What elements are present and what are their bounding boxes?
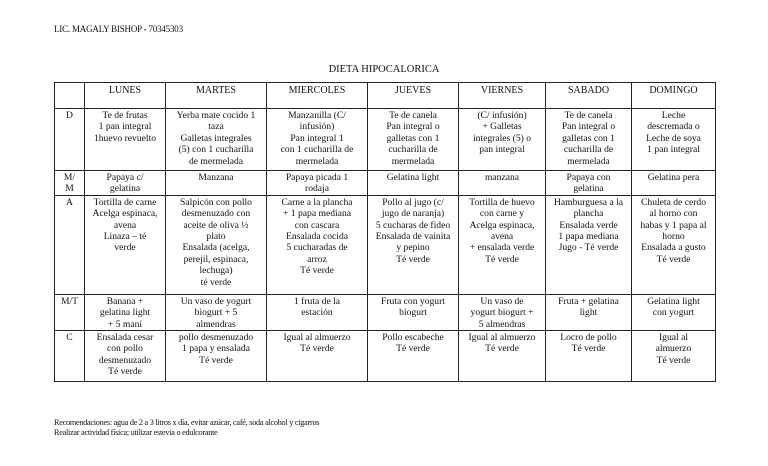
cell-text-line: biogurt + 5 — [194, 307, 238, 319]
table-row-media-tarde — [55, 294, 716, 330]
meal-label-text: M/ — [63, 172, 76, 183]
cell-text-line: + Galletas — [482, 121, 522, 133]
cell-text-line: almendras — [196, 318, 236, 330]
cell-text-line: Ensalada verde — [559, 219, 618, 231]
column-header-sabado: SABADO — [546, 83, 632, 109]
cell-text-line: verde — [114, 242, 136, 254]
cell-text-line: gelatina light — [99, 307, 151, 319]
cell-text-line: Acelga espinaca, — [469, 219, 535, 231]
table-row-almuerzo — [55, 195, 716, 294]
cell-text-line: al horno con — [649, 208, 698, 220]
column-header-meal — [55, 83, 85, 109]
document-title: DIETA HIPOCALORICA — [328, 64, 440, 75]
cell-text-line: Manzanilla (C/ — [288, 110, 346, 121]
table-cell-domingo — [632, 171, 716, 196]
table-header-row — [55, 83, 716, 109]
cell-text-line: con cascara — [294, 219, 340, 231]
table-cell-viernes — [459, 171, 546, 196]
cell-text-line: pan integral — [479, 144, 525, 156]
cell-text-line: mermelada — [567, 155, 610, 167]
cell-text-line: lechuga) — [199, 265, 233, 277]
column-header-lunes: LUNES — [85, 83, 166, 109]
cell-text-line: Manzana — [198, 172, 234, 183]
cell-text-line: Ensalada de vainita — [375, 231, 451, 243]
cell-text-line: Papaya picada 1 — [285, 172, 349, 183]
table-cell-viernes — [459, 109, 546, 171]
recommendations-line-1: Recomendaciones: agua de 2 a 3 litros x día, evitar azúcar, café, soda alcohol y cigarros — [54, 418, 320, 427]
meal-label-text: C — [66, 332, 73, 344]
table-cell-sabado — [546, 109, 632, 171]
cell-text-line: 5 almendras — [478, 318, 526, 330]
table-cell-miercoles — [267, 294, 368, 330]
cell-text-line: plancha — [573, 208, 604, 220]
cell-text-line: 1 papa mediana — [558, 231, 619, 243]
cell-text-line: (C/ infusión) — [477, 110, 527, 121]
cell-text-line: Jugo - Té verde — [558, 242, 619, 254]
cell-text-line: + ensalada verde — [469, 242, 535, 254]
cell-text-line: Ensalada (acelga, — [182, 242, 250, 254]
recommendations — [54, 418, 319, 438]
cell-text-line: gelatina — [109, 183, 141, 195]
cell-text-line: Fruta + gelatina — [558, 295, 619, 307]
cell-text-line: avena — [490, 231, 514, 243]
table-cell-viernes — [459, 195, 546, 294]
meal-label — [55, 195, 85, 294]
cell-text-line: Gelatina pera — [647, 172, 700, 183]
cell-text-line: galletas con 1 — [562, 132, 615, 144]
cell-text-line: aceite de oliva ½ — [183, 219, 249, 231]
cell-text-line: (5) con 1 cucharilla — [178, 144, 254, 156]
cell-text-line: Fruta con yogurt — [381, 295, 445, 307]
meal-label — [55, 331, 85, 382]
cell-text-line: 1 pan integral — [98, 121, 152, 133]
cell-text-line: desmenuzado con — [181, 208, 251, 220]
table-cell-miercoles — [267, 195, 368, 294]
cell-text-line: Té verde — [300, 343, 334, 355]
cell-text-line: pollo desmenuzado — [178, 332, 254, 344]
cell-text-line: Carne a la plancha — [281, 196, 353, 208]
cell-text-line: gelatina — [573, 183, 604, 195]
cell-text-line: habas y 1 papa al — [640, 219, 707, 231]
cell-text-line: Galletas integrales — [180, 132, 252, 144]
cell-text-line: Te de canela — [389, 110, 437, 121]
cell-text-line: Locro de pollo — [560, 332, 617, 344]
cell-text-line: Ensalada cesar — [96, 332, 154, 344]
cell-text-line: con 1 cucharilla de — [280, 144, 354, 156]
table-cell-domingo — [632, 195, 716, 294]
cell-text-line: Ensalada cocida — [285, 231, 349, 243]
cell-text-line: 1huevo revuelto — [93, 132, 157, 144]
cell-text-line: Un vaso de yogurt — [180, 295, 252, 307]
cell-text-line: descremada o — [647, 121, 700, 133]
cell-text-line: Igual al — [658, 332, 689, 344]
cell-text-line: Pan integral 1 — [290, 132, 344, 144]
table-cell-jueves — [368, 109, 459, 171]
table-cell-lunes — [85, 331, 166, 382]
column-header-viernes: VIERNES — [459, 83, 546, 109]
table-cell-jueves — [368, 171, 459, 196]
table-cell-lunes — [85, 109, 166, 171]
cell-text-line: almuerzo — [655, 343, 692, 355]
cell-text-line: manzana — [484, 172, 520, 183]
cell-text-line: Pollo al jugo (c/ — [382, 196, 444, 208]
cell-text-line: 1 papa y ensalada — [182, 343, 250, 355]
table-cell-martes — [166, 171, 267, 196]
column-header-jueves: JUEVES — [368, 83, 459, 109]
cell-text-line: Hamburguesa a la — [553, 196, 624, 208]
cell-text-line: con yogurt — [652, 307, 695, 319]
cell-text-line: Te de frutas — [102, 110, 148, 121]
cell-text-line: Té verde — [199, 354, 233, 366]
cell-text-line: Té verde — [108, 366, 142, 378]
table-cell-martes — [166, 109, 267, 171]
cell-text-line: con pollo — [107, 343, 143, 355]
cell-text-line: Té verde — [300, 265, 334, 277]
cell-text-line: Acelga espinaca, — [92, 208, 158, 220]
cell-text-line: plato — [206, 231, 226, 243]
table-cell-jueves — [368, 195, 459, 294]
cell-text-line: y pepino — [396, 242, 430, 254]
cell-text-line: Té verde — [571, 343, 606, 355]
cell-text-line: arroz — [307, 253, 327, 265]
cell-text-line: Pan integral o — [561, 121, 616, 133]
cell-text-line: perejil, espinaca, — [183, 253, 249, 265]
cell-text-line: Té verde — [396, 343, 430, 355]
cell-text-line: Pan integral o — [386, 121, 440, 133]
cell-text-line: estación — [301, 307, 333, 319]
table-cell-martes — [166, 195, 267, 294]
table-row-cena — [55, 331, 716, 382]
table-cell-miercoles — [267, 109, 368, 171]
table-cell-martes — [166, 294, 267, 330]
table-cell-lunes — [85, 171, 166, 196]
table-row-media-manana — [55, 171, 716, 196]
meal-label — [55, 294, 85, 330]
cell-text-line: jugo de naranja) — [381, 208, 445, 220]
cell-text-line: mermelada — [295, 155, 339, 167]
table-cell-domingo — [632, 109, 716, 171]
cell-text-line: Papaya c/ — [106, 172, 144, 183]
cell-text-line: light — [579, 307, 598, 319]
cell-text-line: Igual al almuerzo — [468, 332, 536, 344]
column-header-domingo: DOMINGO — [632, 83, 716, 109]
cell-text-line: Linaza – té — [103, 231, 147, 243]
cell-text-line: Te de canela — [564, 110, 613, 121]
cell-text-line: Ensalada a gusto — [641, 242, 706, 254]
table-cell-sabado — [546, 331, 632, 382]
cell-text-line: con carne y — [479, 208, 525, 220]
diet-table — [54, 82, 716, 382]
cell-text-line: Pollo escabeche — [382, 332, 444, 344]
table-cell-martes — [166, 331, 267, 382]
author-line: LIC. MAGALY BISHOP - 70345303 — [54, 24, 183, 34]
cell-text-line: 1 fruta de la — [293, 295, 341, 307]
column-header-martes: MARTES — [166, 83, 267, 109]
cell-text-line: cucharilla de — [388, 144, 438, 156]
cell-text-line: horno — [662, 231, 685, 243]
cell-text-line: Té verde — [396, 253, 430, 265]
meal-label — [55, 109, 85, 171]
table-cell-sabado — [546, 294, 632, 330]
meal-label-text: D — [66, 110, 73, 121]
cell-text-line: Chuleta de cerdo — [641, 196, 706, 208]
cell-text-line: galletas con 1 — [386, 132, 440, 144]
cell-text-line: 1 pan integral — [647, 144, 700, 156]
table-cell-viernes — [459, 331, 546, 382]
cell-text-line: biogurt — [399, 307, 427, 319]
table-cell-miercoles — [267, 331, 368, 382]
table-cell-domingo — [632, 331, 716, 382]
cell-text-line: Té verde — [485, 343, 519, 355]
cell-text-line: Gelatina light — [647, 295, 700, 307]
cell-text-line: mermelada — [391, 155, 435, 167]
cell-text-line: 5 cucharas de fideo — [375, 219, 451, 231]
cell-text-line: yogurt biogurt + — [470, 307, 534, 319]
cell-text-line: Banana + — [106, 295, 144, 307]
meal-label-text: M/T — [60, 295, 79, 307]
cell-text-line: Un vaso de — [480, 295, 524, 307]
cell-text-line: Leche de soya — [646, 132, 701, 144]
cell-text-line: Salpicón con pollo — [180, 196, 252, 208]
table-cell-sabado — [546, 195, 632, 294]
table-row-desayuno — [55, 109, 716, 171]
cell-text-line: rodaja — [305, 183, 329, 195]
cell-text-line: taza — [208, 121, 224, 133]
cell-text-line: Yerba mate cocido 1 — [176, 110, 256, 121]
cell-text-line: Tortilla de carne — [93, 196, 157, 208]
cell-text-line: Leche — [661, 110, 686, 121]
table-cell-jueves — [368, 294, 459, 330]
cell-text-line: Té verde — [485, 253, 519, 265]
table-cell-sabado — [546, 171, 632, 196]
recommendations-line-2: Realizar actividad física; utilizar estevia o edulcorante — [54, 428, 218, 437]
cell-text-line: Té verde — [656, 354, 691, 366]
table-cell-viernes — [459, 294, 546, 330]
cell-text-line: Té verde — [656, 253, 691, 265]
cell-text-line: cucharilla de — [563, 144, 614, 156]
cell-text-line: 5 cucharadas de — [286, 242, 348, 254]
cell-text-line: Tortilla de huevo — [469, 196, 535, 208]
cell-text-line: Papaya con — [566, 172, 611, 183]
cell-text-line: Gelatina light — [386, 172, 440, 183]
cell-text-line: avena — [113, 219, 137, 231]
table-cell-jueves — [368, 331, 459, 382]
meal-label — [55, 171, 85, 196]
meal-label-text: A — [66, 196, 73, 208]
table-cell-domingo — [632, 294, 716, 330]
column-header-miercoles: MIERCOLES — [267, 83, 368, 109]
cell-text-line: Igual al almuerzo — [283, 332, 351, 344]
cell-text-line: + 5 maní — [107, 318, 143, 330]
cell-text-line: + 1 papa mediana — [282, 208, 351, 220]
cell-text-line: integrales (5) o — [472, 132, 532, 144]
cell-text-line: de mermelada — [188, 155, 244, 167]
table-cell-miercoles — [267, 171, 368, 196]
meal-label-text: M — [65, 183, 74, 195]
table-cell-lunes — [85, 195, 166, 294]
table-cell-lunes — [85, 294, 166, 330]
cell-text-line: té verde — [200, 276, 232, 288]
cell-text-line: desmenuzado — [98, 354, 152, 366]
cell-text-line: infusión) — [299, 121, 335, 133]
